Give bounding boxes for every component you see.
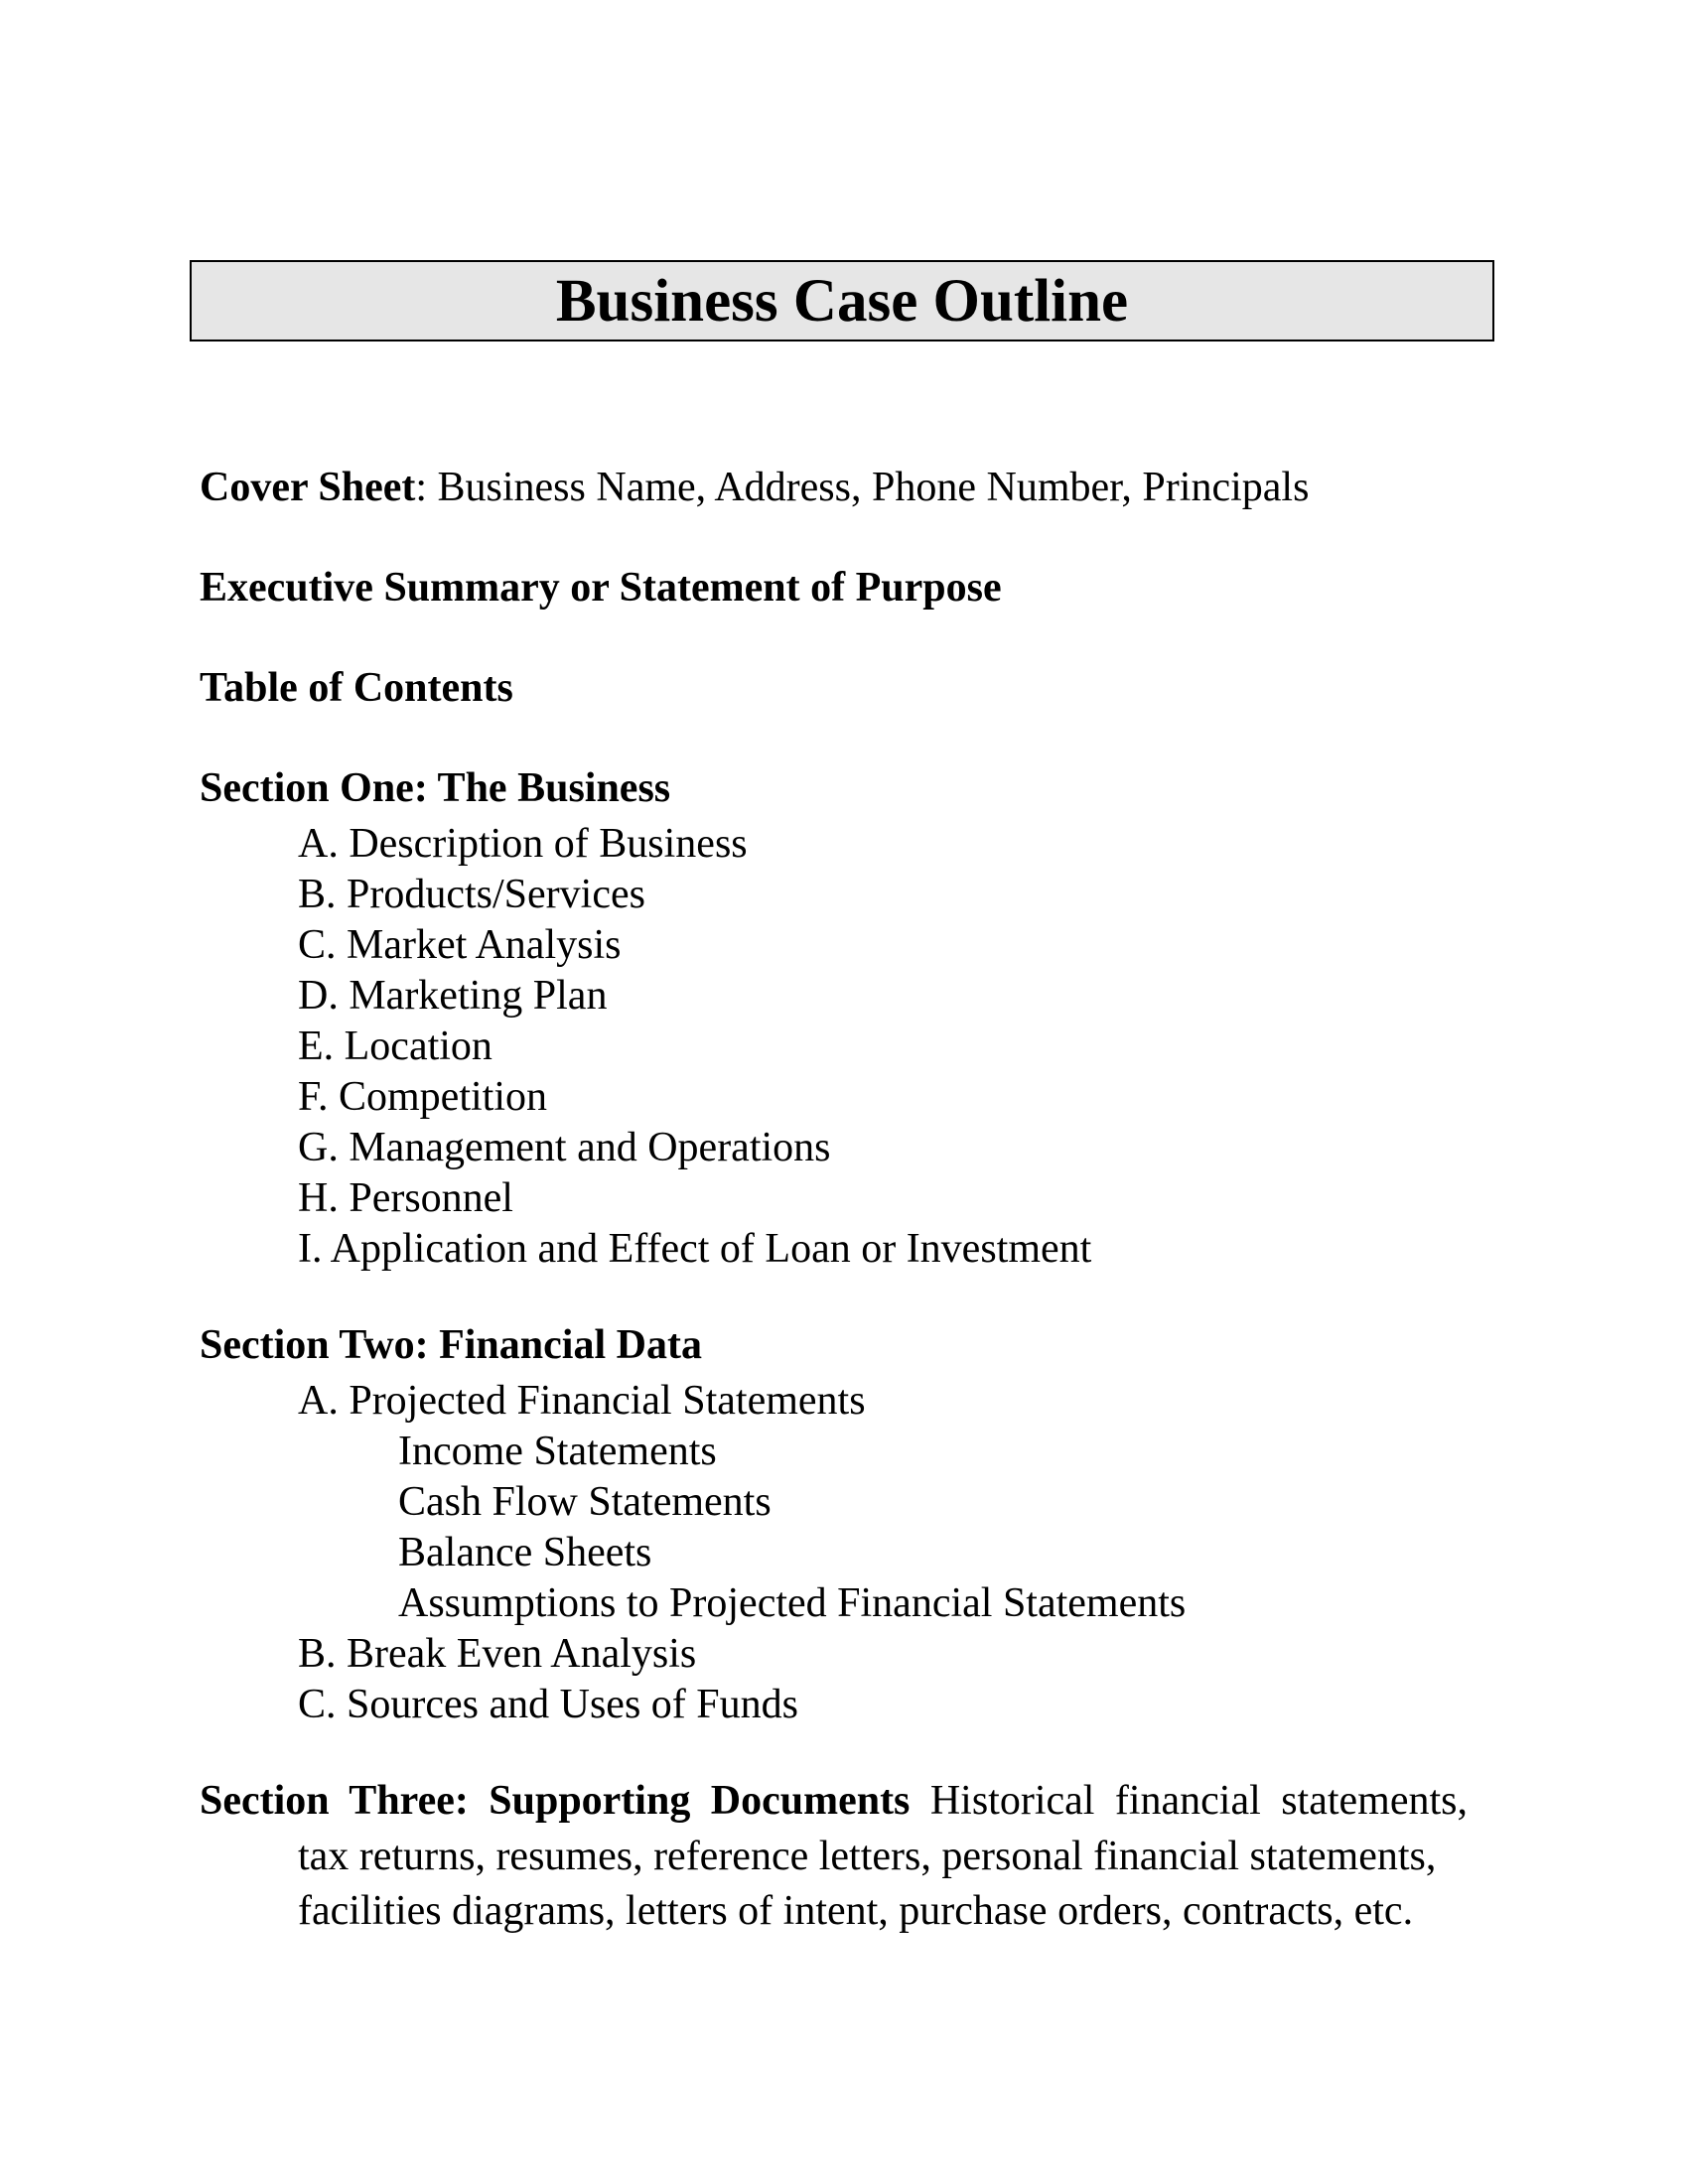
section-one-item: B. Products/Services [298, 872, 645, 917]
section-two-subitem: Cash Flow Statements [398, 1479, 772, 1525]
section-three-first-line [200, 1780, 1468, 1822]
section-two-item-c: C. Sources and Uses of Funds [298, 1682, 798, 1727]
executive-summary-heading: Executive Summary or Statement of Purpose [200, 565, 1002, 611]
section-two-item-b: B. Break Even Analysis [298, 1631, 697, 1677]
section-one-item: I. Application and Effect of Loan or Investment [298, 1226, 1092, 1272]
section-one-item: F. Competition [298, 1074, 547, 1120]
table-of-contents-heading: Table of Contents [200, 665, 513, 711]
page-title: Business Case Outline [555, 267, 1129, 335]
section-three-text: Historical financial statements, [929, 1778, 1468, 1824]
cover-sheet-text: : Business Name, Address, Phone Number, Principals [415, 465, 1310, 510]
section-three-line: tax returns, resumes, reference letters, personal financial statements, [298, 1834, 1437, 1879]
section-three-heading: Section Three: Supporting Documents [200, 1778, 911, 1824]
section-one-item: E. Location [298, 1024, 492, 1069]
cover-sheet-line [200, 467, 1309, 508]
title-box [190, 260, 1494, 341]
section-one-item: G. Management and Operations [298, 1125, 831, 1170]
section-one-item: A. Description of Business [298, 821, 748, 867]
section-three-line: facilities diagrams, letters of intent, purchase orders, contracts, etc. [298, 1888, 1414, 1934]
section-one-item: H. Personnel [298, 1175, 513, 1221]
section-two-subitem: Income Statements [398, 1429, 717, 1474]
section-two-subitem: Assumptions to Projected Financial Statements [398, 1580, 1187, 1626]
section-one-item: D. Marketing Plan [298, 973, 608, 1019]
section-one-heading: Section One: The Business [200, 765, 671, 811]
section-two-item-a: A. Projected Financial Statements [298, 1378, 866, 1424]
section-two-heading: Section Two: Financial Data [200, 1322, 702, 1368]
section-one-item: C. Market Analysis [298, 922, 622, 968]
section-two-subitem: Balance Sheets [398, 1530, 652, 1575]
cover-sheet-label: Cover Sheet [200, 465, 416, 510]
